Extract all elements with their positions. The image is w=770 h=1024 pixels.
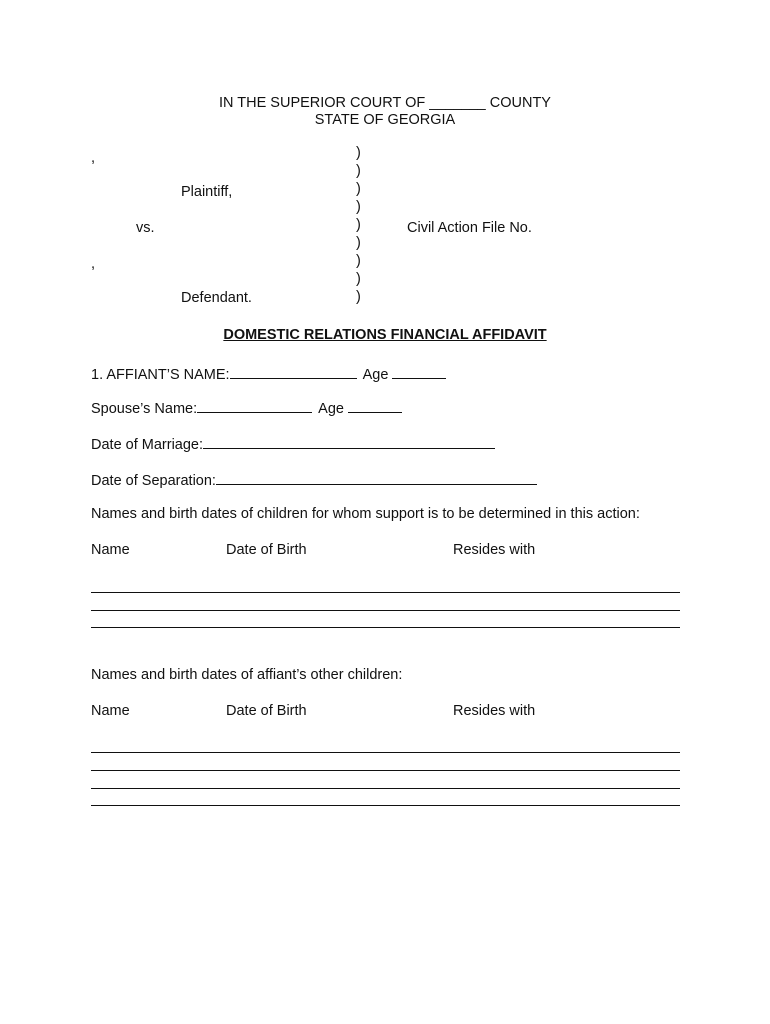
affiant-age-label: Age — [362, 367, 389, 383]
children-col-name: Name — [91, 542, 130, 558]
children-col-resides: Resides with — [453, 542, 536, 558]
plaintiff-label: Plaintiff, — [181, 184, 233, 200]
spouse-age-field[interactable] — [348, 398, 402, 413]
court-heading: IN THE SUPERIOR COURT OF _______ COUNTY — [219, 95, 551, 111]
other-children-entry-line[interactable] — [91, 752, 680, 753]
other-children-entry-line[interactable] — [91, 805, 680, 806]
marriage-date-label: Date of Marriage: — [91, 437, 204, 453]
caption-paren: ) — [356, 199, 361, 215]
marriage-row — [91, 434, 495, 454]
children-intro: Names and birth dates of children for whom support is to be determined in this action: — [91, 506, 640, 522]
spouse-age-label: Age — [318, 401, 344, 417]
other-children-entry-line[interactable] — [91, 770, 680, 771]
caption-paren: ) — [356, 271, 361, 287]
caption-paren: ) — [356, 163, 361, 179]
versus-label: vs. — [136, 220, 155, 236]
other-children-col-name: Name — [91, 703, 130, 719]
caption-paren: ) — [356, 181, 361, 197]
other-children-entry-line[interactable] — [91, 788, 680, 789]
caption-paren: ) — [356, 217, 361, 233]
other-children-intro: Names and birth dates of affiant’s other children: — [91, 667, 403, 683]
children-entry-line[interactable] — [91, 627, 680, 628]
form-title: DOMESTIC RELATIONS FINANCIAL AFFIDAVIT — [223, 327, 547, 343]
affiant-age-field[interactable] — [392, 364, 446, 379]
defendant-label: Defendant. — [181, 290, 252, 306]
affiant-name-label: 1. AFFIANT’S NAME: — [91, 367, 230, 383]
caption-paren: ) — [356, 253, 361, 269]
other-children-col-resides: Resides with — [453, 703, 536, 719]
spouse-name-field[interactable] — [197, 398, 312, 413]
affiant-name-field[interactable] — [230, 364, 357, 379]
caption-paren: ) — [356, 145, 361, 161]
state-heading: STATE OF GEORGIA — [314, 112, 456, 128]
separation-date-label: Date of Separation: — [91, 473, 216, 489]
caption-paren: ) — [356, 289, 361, 305]
children-entry-line[interactable] — [91, 592, 680, 593]
caption-paren: ) — [356, 235, 361, 251]
affiant-row — [91, 364, 446, 384]
separation-row — [91, 470, 537, 490]
spouse-row — [91, 398, 402, 418]
spouse-name-label: Spouse’s Name: — [91, 401, 198, 417]
defendant-name-comma: , — [91, 256, 96, 272]
children-entry-line[interactable] — [91, 610, 680, 611]
other-children-col-dob: Date of Birth — [226, 703, 307, 719]
marriage-date-field[interactable] — [203, 434, 495, 449]
children-col-dob: Date of Birth — [226, 542, 307, 558]
plaintiff-name-comma: , — [91, 150, 96, 166]
civil-action-label: Civil Action File No. — [407, 220, 532, 236]
separation-date-field[interactable] — [216, 470, 537, 485]
